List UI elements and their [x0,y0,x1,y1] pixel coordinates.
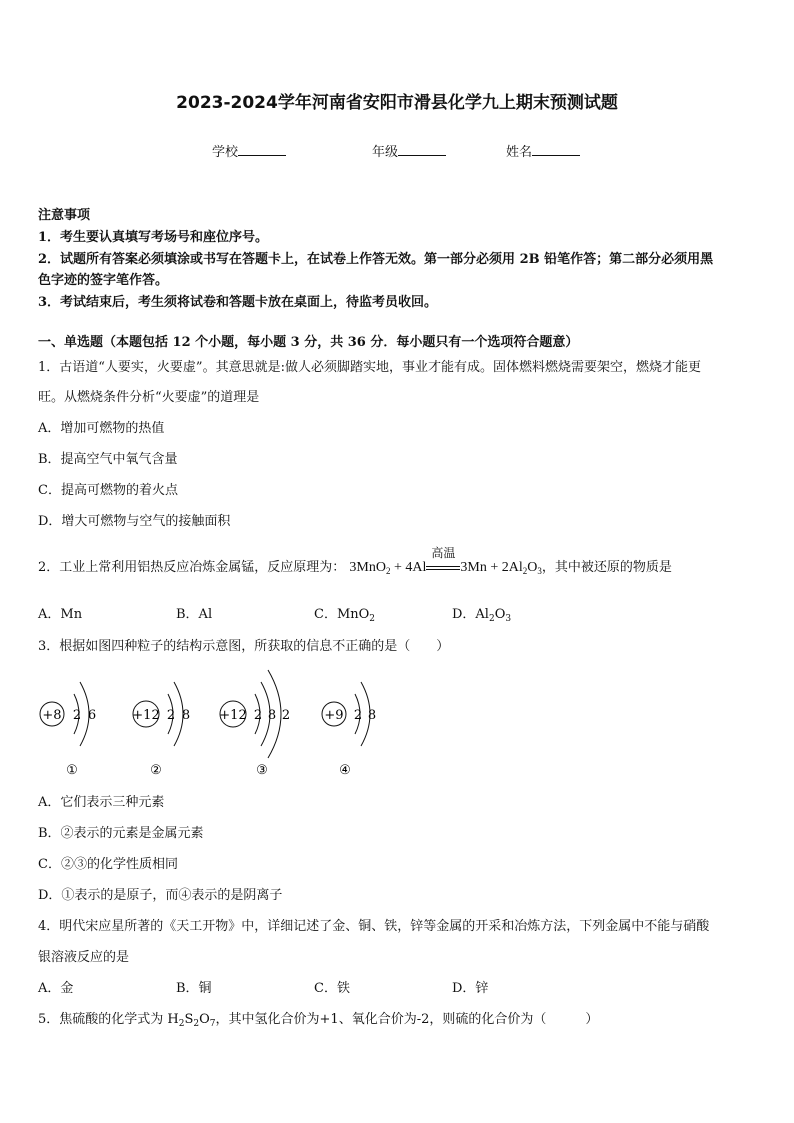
q2-option-c-sub: 2 [369,614,376,624]
notice-item-3: 3．考试结束后，考生须将试卷和答题卡放在桌面上，待监考员收回。 [38,295,438,310]
q2-rhs1-sub2: 3 [537,566,542,576]
q2-suffix: ，其中被还原的物质是 [541,560,672,575]
q1-stem-line1: 1．古语道“人要实，火要虚”。其意思就是:做人必须脚踏实地，事业才能有成。固体燃料燃烧需要架空，燃烧才能更 [38,360,701,375]
q1-option-c: C．提高可燃物的着火点 [38,483,178,498]
q4-stem-line1: 4．明代宋应星所著的《天工开物》中，详细记述了金、铜、铁，锌等金属的开采和冶炼方法，下列金属中不能与硝酸 [38,919,710,934]
page-title: 2023-2024学年河南省安阳市滑县化学九上期末预测试题 [176,93,618,113]
q3-option-a: A．它们表示三种元素 [38,795,165,810]
shell-electrons: 2 [253,708,263,723]
q2-option-b [176,603,212,622]
shell-electrons: 6 [87,708,97,723]
q1-option-b: B．提高空气中氧气含量 [38,452,178,467]
q3-stem: 3．根据如图四种粒子的结构示意图，所获取的信息不正确的是（ ） [38,639,450,654]
nucleus-charge: +12 [219,708,247,723]
q2-option-c-label: C．MnO [314,607,370,622]
particle-4 [322,682,376,778]
q4-option-a: A．金 [38,981,74,996]
nucleus-charge: +9 [324,708,344,723]
q2-condition: 高温 [431,546,456,560]
q5-sub-o: 7 [209,1019,216,1029]
shell-electrons: 2 [166,708,176,723]
q2-condition-sign [426,546,460,576]
q2-option-d-label: D．Al [452,607,489,622]
q4-option-b: B．铜 [176,981,212,996]
q3-option-c: C．②③的化学性质相同 [38,857,178,872]
nucleus-charge: +12 [132,708,160,723]
grade-label: 年级 [372,145,399,160]
grade-blank[interactable] [398,143,446,156]
q5-mid2: O [199,1012,210,1027]
particle-label: ① [66,763,78,778]
q5-mid1: S [184,1012,194,1027]
notice-item-1: 1．考生要认真填写考场号和座位序号。 [38,230,269,245]
notice-item-2: 2．试题所有答案必须填涂或书写在答题卡上，在试卷上作答无效。第一部分必须用 2B 铅笔作答；第二部分必须用黑 [38,252,714,267]
q4-option-d: D．锌 [452,981,489,996]
atomic-structure-diagrams [30,664,410,782]
nucleus-charge: +8 [42,708,62,723]
q2-option-d [452,603,511,622]
particle-label: ② [150,763,162,778]
q5-prefix: 5．焦硫酸的化学式为 H [38,1012,179,1027]
particle-2 [132,682,190,778]
q2-rhs1-tail: O [527,560,538,575]
q2-option-c [314,603,375,622]
q1-option-d: D．增大可燃物与空气的接触面积 [38,514,231,529]
particle-3 [219,670,290,778]
q2-lhs1-sub: 2 [385,566,391,576]
q4-option-c: C．铁 [314,981,350,996]
q1-stem-line2: 旺。从燃烧条件分析“火要虚”的道理是 [38,390,260,405]
q2-option-b-label: B．Al [176,607,213,622]
q2-equation [349,546,542,576]
shell-electrons: 8 [267,708,277,723]
q5-stem [38,1008,598,1027]
shell-electrons: 8 [367,708,377,723]
q2-option-d-sub2: 3 [505,614,512,624]
school-label: 学校 [212,145,239,160]
equals-sign-icon [426,566,460,570]
name-field [506,141,580,160]
q2-option-d-tail: O [494,607,506,622]
q2-lhs1: 3MnO [349,560,386,575]
q2-option-a-label: A．Mn [38,607,83,622]
school-field [212,141,286,160]
particle-label: ③ [256,763,268,778]
q2-rhs1-sub: 2 [522,566,528,576]
name-blank[interactable] [532,143,580,156]
q2-lhs2: + 4Al [390,560,427,575]
q3-option-d: D．①表示的是原子，而④表示的是阴离子 [38,888,283,903]
q5-sub-h: 2 [178,1019,185,1029]
q2-stem [38,546,672,576]
q1-option-a: A．增加可燃物的热值 [38,421,165,436]
notice-item-2-cont: 色字迹的签字笔作答。 [38,273,169,288]
q4-stem-line2: 银溶液反应的是 [38,950,130,965]
notice-heading: 注意事项 [38,208,91,223]
q3-option-b: B．②表示的元素是金属元素 [38,826,204,841]
q5-suffix: ，其中氢化合价为+1、氧化合价为-2，则硫的化合价为（ ） [215,1012,599,1027]
grade-field [372,141,446,160]
shell-electrons: 2 [281,708,291,723]
particle-label: ④ [339,763,351,778]
shell-electrons: 8 [181,708,191,723]
q5-sub-s: 2 [193,1019,200,1029]
shell-electrons: 2 [353,708,363,723]
shell-electrons: 2 [72,708,82,723]
school-blank[interactable] [238,143,286,156]
q2-rhs1: 3Mn + 2Al [460,560,523,575]
particle-1 [40,682,96,778]
section-heading: 一、单选题（本题包括 12 个小题，每小题 3 分，共 36 分．每小题只有一个选项符合题意） [38,335,579,350]
q2-option-d-sub: 2 [488,614,495,624]
q2-prefix: 2．工业上常利用铝热反应冶炼金属锰，反应原理为： [38,560,346,575]
name-label: 姓名 [506,145,533,160]
q2-option-a [38,603,82,622]
